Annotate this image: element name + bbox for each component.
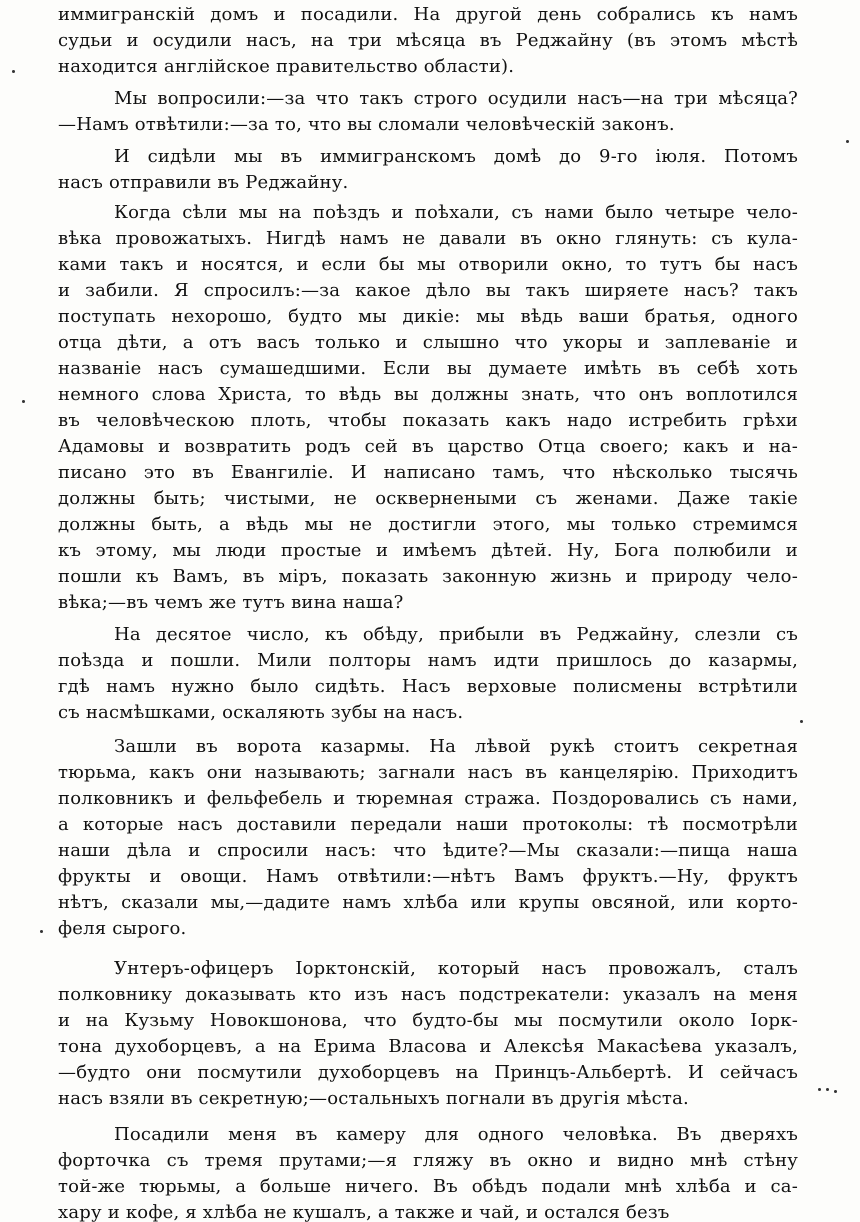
text-line: а которые насъ доставили передали наши протоколы: тѣ посмотрѣли [58,814,798,835]
text-line: немного слова Христа, то вѣдь вы должны знать, что онъ воплотился [58,384,798,405]
text-line: И сидѣли мы въ иммигранскомъ домѣ до 9-го іюля. Потомъ [114,146,798,167]
text-line: отца дѣти, а отъ васъ только и слышно что укоры и заплеваніе и [58,332,798,353]
text-line: наши дѣла и спросили насъ: что ѣдите?—Мы сказали:—пища наша [58,840,798,861]
paragraph-gap [58,726,798,734]
text-line: гдѣ намъ нужно было сидѣть. Насъ верховые полисмены встрѣтили [58,676,798,697]
document-body [58,2,798,1222]
text-line: вѣка;—въ чемъ же тутъ вина наша? [58,592,404,613]
print-speck [826,1088,829,1091]
text-line: Мы вопросили:—за что такъ строго осудили насъ—на три мѣсяца? [114,88,798,109]
text-line: насъ взяли въ секретную;—остальныхъ погнали въ другія мѣста. [58,1088,689,1109]
print-speck [846,140,849,143]
print-speck [22,400,25,403]
text-line: Посадили меня въ камеру для одного человѣка. Въ дверяхъ [114,1124,798,1145]
text-line: тюрьма, какъ они называють; загнали насъ въ канцелярію. Приходитъ [58,762,798,783]
text-line: форточка съ тремя прутами;—я гляжу въ окно и видно мнѣ стѣну [58,1150,798,1171]
text-line: насъ отправили въ Реджайну. [58,172,349,193]
text-line: судьи и осудили насъ, на три мѣсяца въ Реджайну (въ этомъ мѣстѣ [58,30,798,51]
print-speck [800,720,803,723]
text-line: тона духоборцевъ, а на Ерима Власова и Алексѣя Макасѣева указалъ, [58,1036,798,1057]
text-line: съ насмѣшками, оскаляють зубы на насъ. [58,702,464,723]
print-speck [834,1090,837,1093]
text-line: къ этому, мы люди простые и имѣемъ дѣтей. Ну, Бога полюбили и [58,540,798,561]
text-line: Зашли въ ворота казармы. На лѣвой рукѣ стоитъ секретная [114,736,798,757]
text-line: поѣзда и пошли. Мили полторы намъ идти пришлось до казармы, [58,650,798,671]
text-line: —Намъ отвѣтили:—за то, что вы сломали человѣческій законъ. [58,114,675,135]
text-line: въ человѣческою плоть, чтобы показать какъ надо истребить грѣхи [58,410,798,431]
text-line: фрукты и овощи. Намъ отвѣтили:—нѣтъ Вамъ фруктъ.—Ну, фруктъ [58,866,798,887]
text-line: пошли къ Вамъ, въ міръ, показать законную жизнь и природу чело- [58,566,798,587]
paragraph [58,144,798,196]
text-line: феля сырого. [58,918,187,939]
paragraph-gap [58,1112,798,1122]
print-speck [40,930,43,933]
print-speck [12,70,15,73]
paragraph [58,2,798,80]
paragraph [58,200,798,616]
paragraph [58,86,798,138]
paragraph [58,622,798,726]
text-line: той-же тюрьмы, а больше ничего. Въ обѣдъ подали мнѣ хлѣба и са- [58,1176,798,1197]
text-line: Унтеръ-офицеръ Іорктонскій, который насъ провожалъ, сталъ [114,958,798,979]
paragraph [58,734,798,942]
text-line: ками такъ и носятся, и если бы мы отворили окно, то тутъ бы насъ [58,254,798,275]
paragraph [58,1122,798,1222]
text-line: поступать нехорошо, будто мы дикіе: мы вѣдь ваши братья, одного [58,306,798,327]
text-line: должны быть, а вѣдь мы не достигли этого, мы только стремимся [58,514,798,535]
text-line: хару и кофе, я хлѣба не кушалъ, а также и чай, и остался безъ [58,1202,670,1222]
text-line: полковнику доказывать кто изъ насъ подстрекатели: указалъ на меня [58,984,798,1005]
text-line: вѣка провожатыхъ. Нигдѣ намъ не давали въ окно глянуть: съ кула- [58,228,798,249]
text-line: иммигранскій домъ и посадили. На другой день собрались къ намъ [58,4,798,25]
paragraph [58,956,798,1112]
text-line: находится англійское правительство области). [58,56,515,77]
print-speck [818,1088,821,1091]
text-line: На десятое число, къ обѣду, прибыли въ Реджайну, слезли съ [114,624,798,645]
text-line: и забили. Я спросилъ:—за какое дѣло вы такъ ширяете насъ? такъ [58,280,798,301]
text-line: полковникъ и фельфебель и тюремная стража. Поздоровались съ нами, [58,788,798,809]
paragraph-gap [58,942,798,956]
text-line: писано это въ Евангиліе. И написано тамъ, что нѣсколько тысячь [58,462,798,483]
text-line: —будто они посмутили духоборцевъ на Принцъ-Альбертѣ. И сейчасъ [58,1062,798,1083]
text-line: названіе насъ сумашедшими. Если вы думаете имѣть въ себѣ хоть [58,358,798,379]
text-line: нѣтъ, сказали мы,—дадите намъ хлѣба или крупы овсяной, или корто- [58,892,798,913]
text-line: Адамовы и возвратить родъ сей въ царство Отца своего; какъ и на- [58,436,798,457]
text-line: Когда сѣли мы на поѣздъ и поѣхали, съ нами было четыре чело- [114,202,798,223]
text-line: и на Кузьму Новокшонова, что будто-бы мы посмутили около Іорк- [58,1010,798,1031]
text-line: должны быть; чистыми, не осквернеными съ женами. Даже такіе [58,488,798,509]
